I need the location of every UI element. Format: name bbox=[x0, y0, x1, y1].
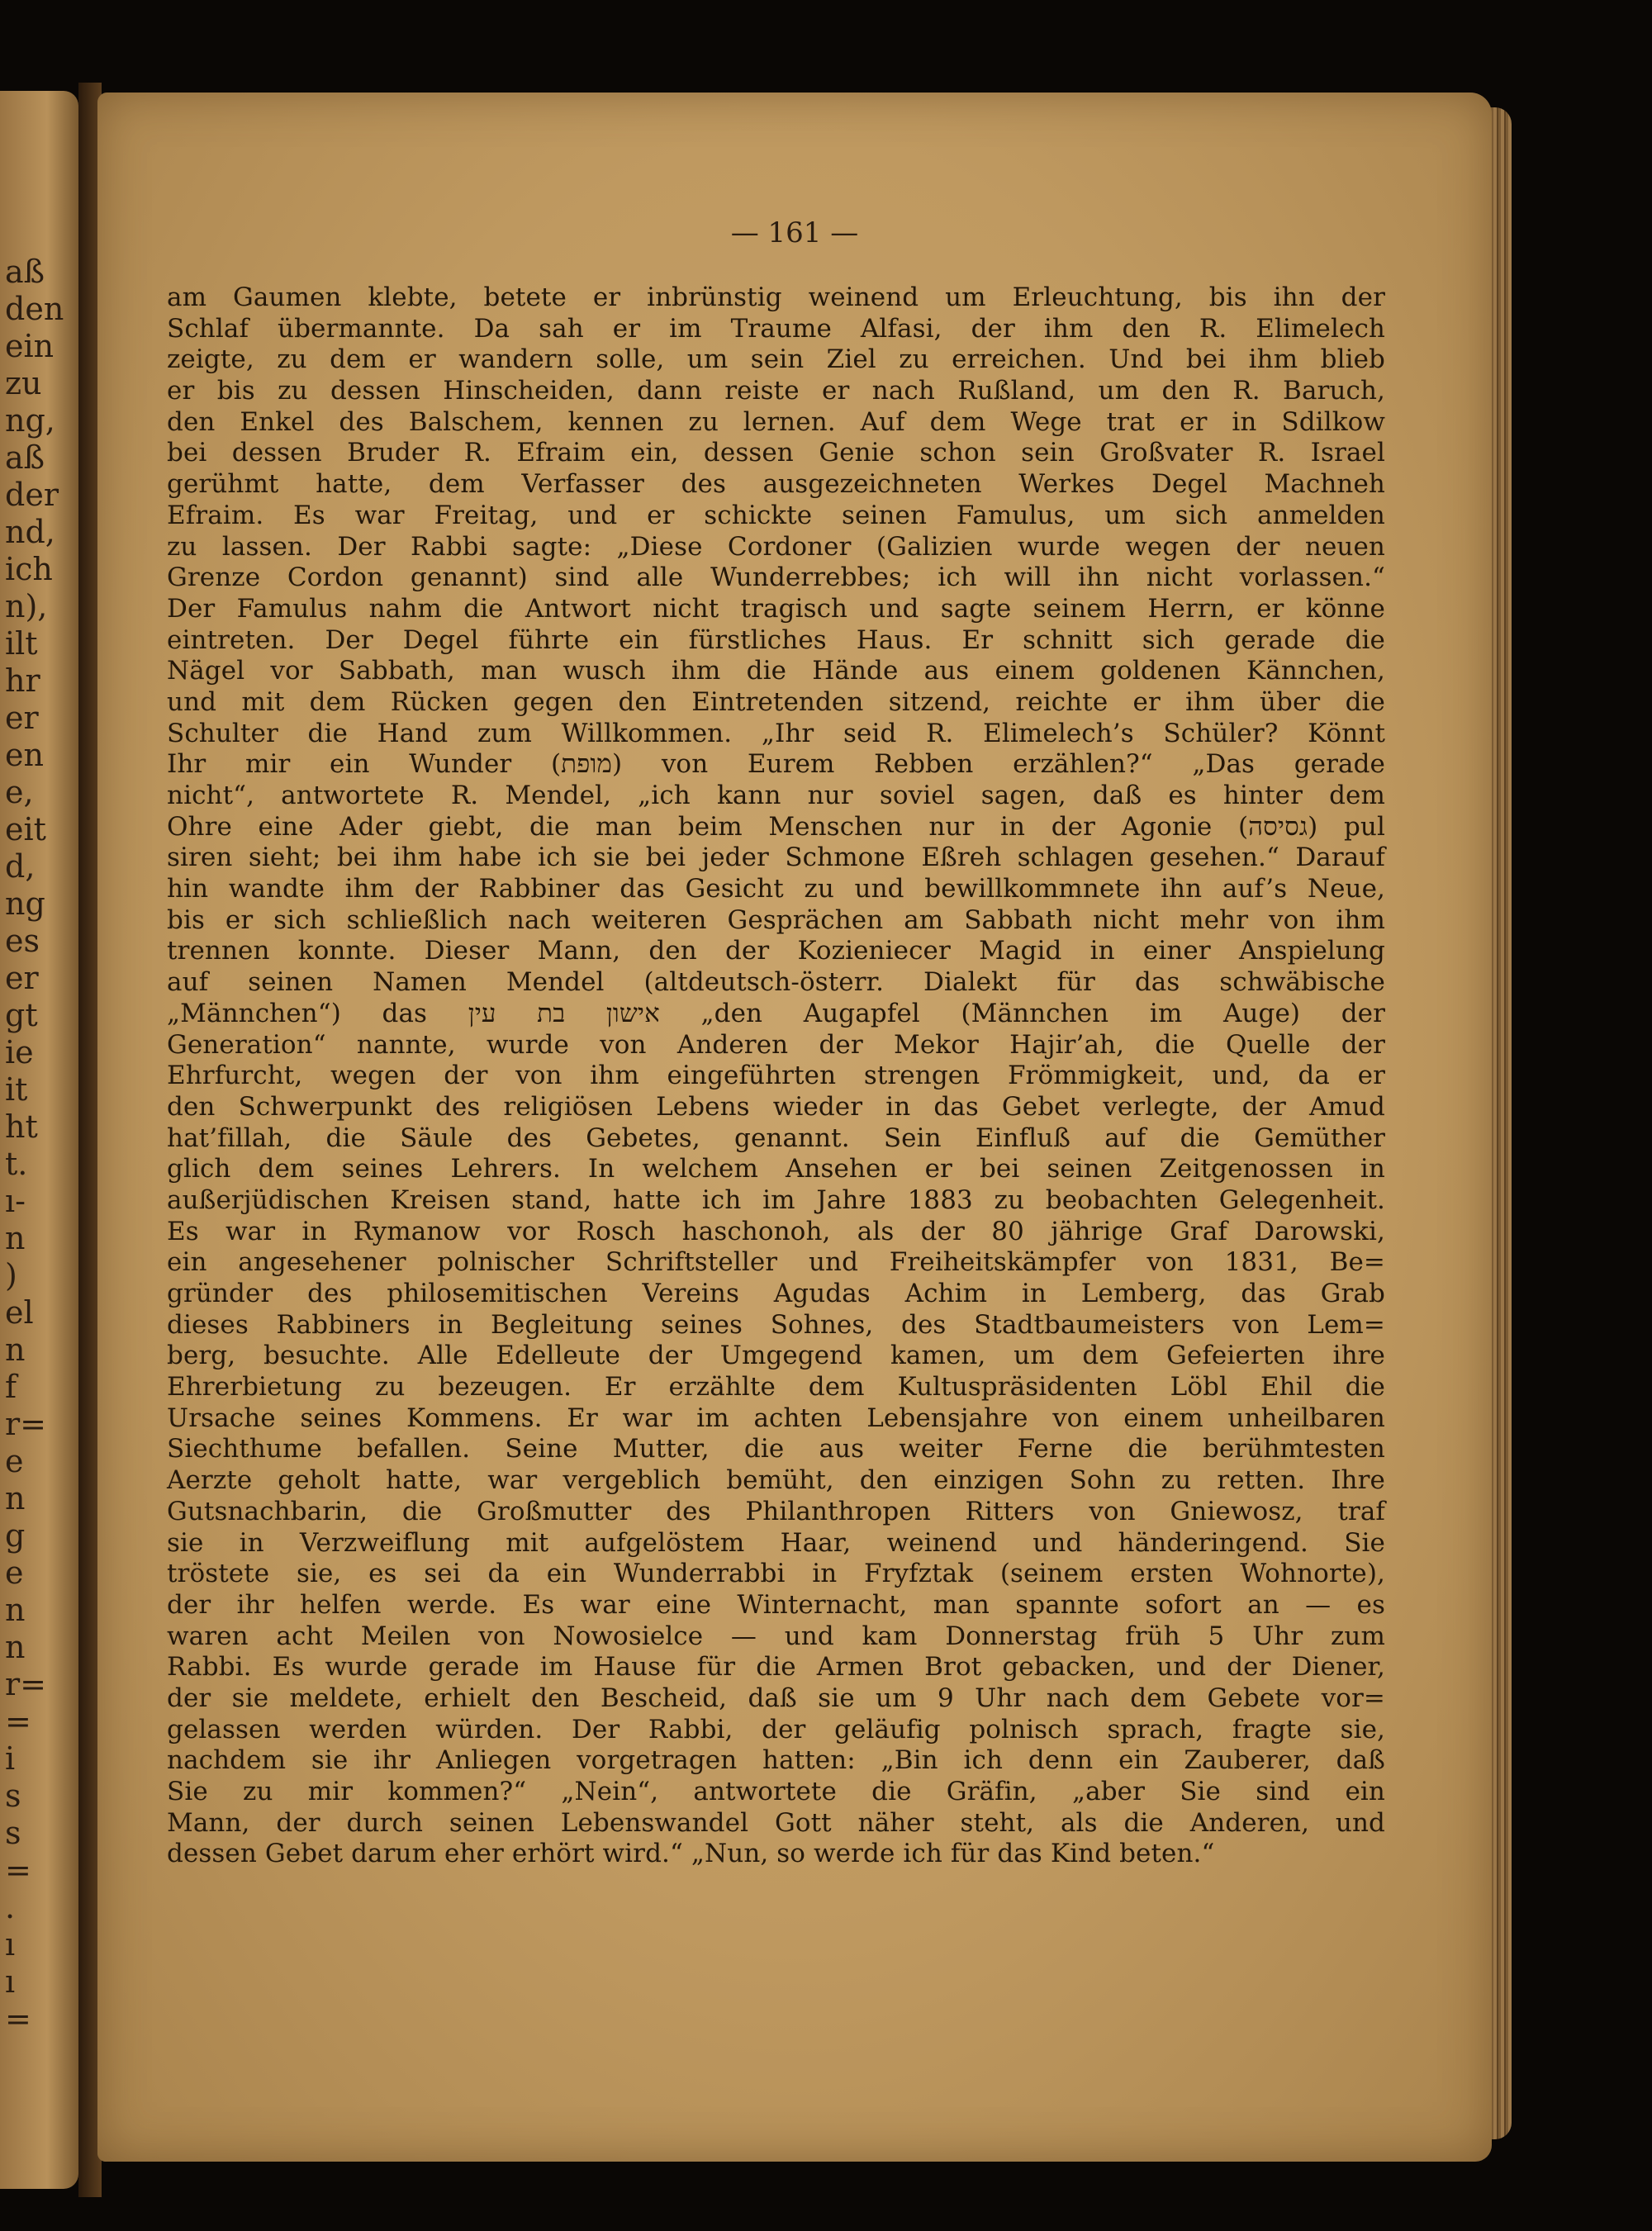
text-line: gründer des philosemitischen Vereins Agudas Achim in Lemberg, das Grab bbox=[167, 1279, 1385, 1308]
text-line: Efraim. Es war Freitag, und er schickte seinen Famulus, um sich anmelden bbox=[167, 500, 1385, 530]
left-page-fragment: ie bbox=[5, 1034, 34, 1070]
text-line: dieses Rabbiners in Begleitung seines Sohnes, des Stadtbaumeisters von Lem= bbox=[167, 1309, 1385, 1340]
left-page-fragment: n bbox=[5, 1331, 26, 1368]
text-line: nachdem sie ihr Anliegen vorgetragen hatten: „Bin ich denn ein Zauberer, daß bbox=[167, 1745, 1385, 1776]
left-page-fragment: r= bbox=[5, 1666, 47, 1702]
left-page-fragment: ) bbox=[5, 1257, 17, 1294]
text-line: Grenze Cordon genannt) sind alle Wunderrebbes; ich will ihn nicht vorlassen.“ bbox=[167, 562, 1385, 593]
left-page-fragment: . bbox=[5, 1889, 16, 1925]
text-line: Ohre eine Ader giebt, die man beim Menschen nur in der Agonie (גסיסה) pul bbox=[167, 811, 1385, 842]
book-page bbox=[97, 93, 1492, 2162]
left-page-fragment: ı bbox=[5, 1926, 16, 1963]
left-page-fragment: s bbox=[5, 1815, 21, 1851]
left-page-fragment: ng bbox=[5, 885, 45, 922]
left-page-fragment: es bbox=[5, 923, 40, 959]
text-line: Schulter die Hand zum Willkommen. „Ihr seid R. Elimelech’s Schüler? Könnt bbox=[167, 718, 1385, 748]
text-line: auf seinen Namen Mendel (altdeutsch-österr. Dialekt für das schwäbische bbox=[167, 967, 1385, 998]
text-line: und mit dem Rücken gegen den Eintretenden sitzend, reichte er ihm über die bbox=[167, 686, 1385, 717]
text-line: siren sieht; bei ihm habe ich sie bei jeder Schmone Eßreh schlagen gesehen.“ Darauf bbox=[167, 843, 1385, 873]
text-line: den Enkel des Balschem, kennen zu lernen. Auf dem Wege trat er in Sdilkow bbox=[167, 406, 1385, 437]
left-page-fragment: ein bbox=[5, 328, 55, 364]
text-line: Es war in Rymanow vor Rosch haschonoh, als der 80 jährige Graf Darowski, bbox=[167, 1216, 1385, 1246]
text-line: „Männchen“) das אישון בת עין „den Augapfel (Männchen im Auge) der bbox=[167, 998, 1386, 1028]
text-line: am Gaumen klebte, betete er inbrünstig weinend um Erleuchtung, bis ihn der bbox=[167, 282, 1385, 312]
text-line: Gutsnachbarin, die Großmutter des Philanthropen Ritters von Gniewosz, traf bbox=[167, 1496, 1385, 1526]
left-page-fragment: nd, bbox=[5, 514, 55, 550]
left-page-fragment: den bbox=[5, 291, 64, 327]
text-line: den Schwerpunkt des religiösen Lebens wieder in das Gebet verlegte, der Amud bbox=[167, 1091, 1385, 1122]
left-page-fragment: hr bbox=[5, 662, 40, 699]
text-line: tröstete sie, es sei da ein Wunderrabbi in Fryfztak (seinem ersten Wohnorte), bbox=[167, 1559, 1385, 1589]
left-page-fragment: gt bbox=[5, 997, 38, 1033]
left-page-fragment: er bbox=[5, 700, 39, 736]
left-page-fragment: ı bbox=[5, 1963, 16, 2000]
text-line: gerühmt hatte, dem Verfasser des ausgezeichneten Werkes Degel Machneh bbox=[167, 469, 1385, 500]
text-line: zeigte, zu dem er wandern solle, um sein Ziel zu erreichen. Und bei ihm blieb bbox=[167, 344, 1385, 375]
left-page-fragment: der bbox=[5, 477, 59, 513]
text-line: sie in Verzweiflung mit aufgelöstem Haar, weinend und händeringend. Sie bbox=[167, 1527, 1385, 1558]
text-line: er bis zu dessen Hinscheiden, dann reiste er nach Rußland, um den R. Baruch, bbox=[167, 376, 1385, 406]
left-page-fragment: d, bbox=[5, 848, 36, 885]
left-page-fragment: = bbox=[5, 2001, 31, 2037]
text-line: hin wandte ihm der Rabbiner das Gesicht zu und bewillkommnete ihn auf’s Neue, bbox=[167, 874, 1385, 904]
text-line: waren acht Meilen von Nowosielce — und kam Donnerstag früh 5 Uhr zum bbox=[167, 1621, 1385, 1651]
left-page-fragment: e bbox=[5, 1555, 24, 1591]
text-line: gelassen werden würden. Der Rabbi, der geläufig polnisch sprach, fragte sie, bbox=[167, 1714, 1385, 1744]
left-page-fragment: f bbox=[5, 1369, 17, 1405]
text-line: der ihr helfen werde. Es war eine Winternacht, man spannte sofort an — es bbox=[167, 1589, 1385, 1620]
left-page-fragment: r= bbox=[5, 1406, 47, 1442]
text-line: der sie meldete, erhielt den Bescheid, daß sie um 9 Uhr nach dem Gebete vor= bbox=[167, 1683, 1385, 1713]
left-page-fragment: ı- bbox=[5, 1183, 26, 1219]
left-page-fragment: n), bbox=[5, 588, 48, 624]
text-line: Ursache seines Kommens. Er war im achten Lebensjahre von einem unheilbaren bbox=[167, 1403, 1385, 1433]
left-page-fragment: en bbox=[5, 737, 44, 773]
left-page-fragment: = bbox=[5, 1852, 31, 1888]
left-page-fragment: s bbox=[5, 1778, 21, 1814]
text-line: Aerzte geholt hatte, war vergeblich bemüht, den einzigen Sohn zu retten. Ihre bbox=[167, 1465, 1385, 1496]
left-page-fragment: ng, bbox=[5, 402, 55, 439]
left-page-edge bbox=[0, 91, 78, 2189]
left-page-fragment: e, bbox=[5, 774, 34, 810]
text-line: ein angesehener polnischer Schriftsteller und Freiheitskämpfer von 1831, Be= bbox=[167, 1247, 1385, 1278]
text-line: Generation“ nannte, wurde von Anderen der Mekor Hajir’ah, die Quelle der bbox=[167, 1029, 1385, 1060]
body-text bbox=[167, 282, 1385, 1870]
text-line: eintreten. Der Degel führte ein fürstliches Haus. Er schnitt sich gerade die bbox=[167, 624, 1385, 655]
left-page-fragment: el bbox=[5, 1294, 34, 1331]
left-page-fragment: aß bbox=[5, 254, 45, 290]
left-page-fragment: er bbox=[5, 960, 39, 996]
text-line: glich dem seines Lehrers. In welchem Ansehen er bei seinen Zeitgenossen in bbox=[167, 1154, 1385, 1184]
text-line: berg, besuchte. Alle Edelleute der Umgegend kamen, um dem Gefeierten ihre bbox=[167, 1341, 1385, 1371]
page-number: — 161 — bbox=[730, 216, 859, 249]
text-line: trennen konnte. Dieser Mann, den der Kozieniecer Magid in einer Anspielung bbox=[167, 936, 1385, 966]
text-line: bei dessen Bruder R. Efraim ein, dessen Genie schon sein Großvater R. Israel bbox=[167, 438, 1385, 468]
left-page-fragment: = bbox=[5, 1703, 31, 1740]
left-page-fragment: zu bbox=[5, 365, 42, 401]
text-line: Sie zu mir kommen?“ „Nein“, antwortete die Gräfin, „aber Sie sind ein bbox=[167, 1777, 1385, 1806]
left-page-fragment: n bbox=[5, 1592, 26, 1628]
text-line: bis er sich schließlich nach weiteren Gesprächen am Sabbath nicht mehr von ihm bbox=[167, 904, 1385, 935]
text-line: hat’fillah, die Säule des Gebetes, genannt. Sein Einfluß auf die Gemüther bbox=[167, 1123, 1385, 1153]
text-line: Nägel vor Sabbath, man wusch ihm die Hände aus einem goldenen Kännchen, bbox=[167, 656, 1385, 686]
left-page-fragment: it bbox=[5, 1071, 28, 1108]
left-page-fragment: n bbox=[5, 1220, 26, 1256]
left-page-fragment: g bbox=[5, 1517, 26, 1554]
left-page-fragment: aß bbox=[5, 439, 45, 476]
left-page-fragment: eit bbox=[5, 811, 46, 847]
left-page-fragment: ich bbox=[5, 551, 53, 587]
text-line: nicht“, antwortete R. Mendel, „ich kann nur soviel sagen, daß es hinter dem bbox=[167, 781, 1385, 810]
left-page-fragment: n bbox=[5, 1629, 26, 1665]
left-page-fragment: n bbox=[5, 1480, 26, 1517]
text-line: außerjüdischen Kreisen stand, hatte ich im Jahre 1883 zu beobachten Gelegenheit. bbox=[167, 1184, 1385, 1215]
left-page-fragment: i bbox=[5, 1740, 16, 1777]
text-line: Mann, der durch seinen Lebenswandel Gott näher steht, als die Anderen, und bbox=[167, 1807, 1385, 1838]
text-line: Ihr mir ein Wunder (מופת) von Eurem Rebben erzählen?“ „Das gerade bbox=[167, 749, 1385, 780]
left-page-fragment: t. bbox=[5, 1146, 28, 1182]
text-line: Rabbi. Es wurde gerade im Hause für die Armen Brot gebacken, und der Diener, bbox=[167, 1652, 1385, 1683]
left-page-fragment: ht bbox=[5, 1108, 38, 1145]
text-line: Ehrerbietung zu bezeugen. Er erzählte dem Kultuspräsidenten Löbl Ehil die bbox=[167, 1372, 1385, 1403]
text-line: Ehrfurcht, wegen der von ihm eingeführten strengen Frömmigkeit, und, da er bbox=[167, 1061, 1385, 1091]
text-line: zu lassen. Der Rabbi sagte: „Diese Cordoner (Galizien wurde wegen der neuen bbox=[167, 531, 1385, 562]
left-page-fragment: e bbox=[5, 1443, 24, 1479]
text-line: Schlaf übermannte. Da sah er im Traume Alfasi, der ihm den R. Elimelech bbox=[167, 313, 1385, 344]
text-line: Der Famulus nahm die Antwort nicht tragisch und sagte seinem Herrn, er könne bbox=[167, 593, 1385, 624]
text-line: Siechthume befallen. Seine Mutter, die aus weiter Ferne die berühmtesten bbox=[167, 1434, 1385, 1464]
left-page-fragment: ilt bbox=[5, 625, 38, 662]
text-line: dessen Gebet darum eher erhört wird.“ „Nun, so werde ich für das Kind beten.“ bbox=[167, 1839, 1215, 1869]
